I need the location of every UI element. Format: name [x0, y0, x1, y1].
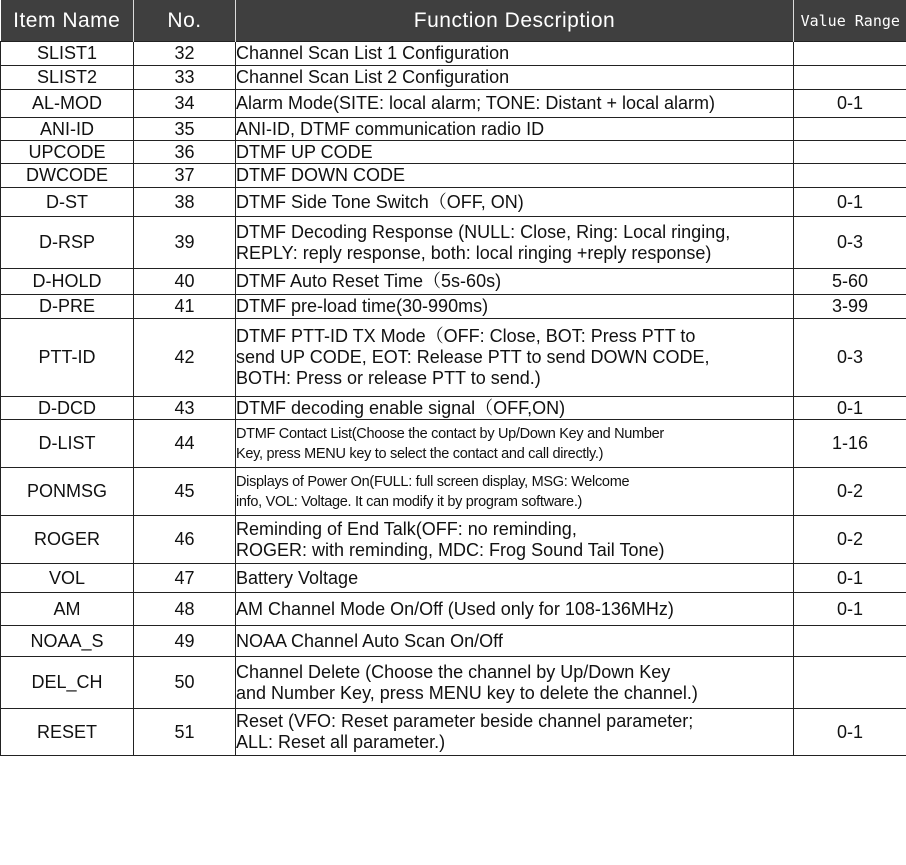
function-description-cell [236, 295, 794, 319]
table-row [1, 295, 906, 319]
value-range-cell [794, 118, 906, 141]
function-description-cell [236, 564, 794, 593]
description-line: DTMF pre-load time(30-990ms) [236, 296, 489, 316]
description-line: REPLY: reply response, both: local ringing +reply response) [236, 242, 712, 263]
value-range-cell [794, 164, 906, 188]
function-description-cell [236, 319, 794, 397]
function-description-cell [236, 516, 794, 564]
table-row [1, 42, 906, 66]
description-line: NOAA Channel Auto Scan On/Off [236, 630, 503, 651]
item-number-cell: 42 [134, 319, 236, 397]
table-row [1, 217, 906, 269]
item-number-cell: 35 [134, 118, 236, 141]
table-row [1, 516, 906, 564]
value-range-cell: 0-3 [794, 217, 906, 269]
header-function-description: Function Description [236, 0, 794, 42]
item-number-cell: 40 [134, 269, 236, 295]
table-row [1, 188, 906, 217]
description-line: info, VOL: Voltage. It can modify it by program software.) [236, 493, 583, 510]
item-name-cell: VOL [1, 564, 134, 593]
item-name-cell: D-DCD [1, 397, 134, 420]
value-range-cell: 5-60 [794, 269, 906, 295]
item-number-cell: 32 [134, 42, 236, 66]
description-line: Battery Voltage [236, 567, 359, 588]
item-number-cell: 51 [134, 709, 236, 756]
item-name-cell: D-HOLD [1, 269, 134, 295]
item-number-cell: 34 [134, 90, 236, 118]
description-line: DTMF decoding enable signal（OFF,ON) [236, 397, 566, 418]
table-row [1, 269, 906, 295]
table-body [1, 42, 906, 756]
header-value-range: Value Range [794, 0, 906, 42]
table-row [1, 626, 906, 657]
table-row [1, 164, 906, 188]
function-description-cell [236, 468, 794, 516]
description-line: AM Channel Mode On/Off (Used only for 108-136MHz) [236, 598, 674, 619]
description-line: Channel Scan List 1 Configuration [236, 43, 510, 63]
value-range-cell: 3-99 [794, 295, 906, 319]
item-name-cell: SLIST2 [1, 66, 134, 90]
description-line: DTMF PTT-ID TX Mode（OFF: Close, BOT: Press PTT to [236, 326, 696, 346]
description-line: DTMF UP CODE [236, 141, 373, 162]
item-name-cell: ANI-ID [1, 118, 134, 141]
item-name-cell: AM [1, 593, 134, 626]
table-row [1, 118, 906, 141]
table-row [1, 709, 906, 756]
description-line: ROGER: with reminding, MDC: Frog Sound Tail Tone) [236, 539, 665, 560]
table-row [1, 468, 906, 516]
function-description-cell [236, 420, 794, 468]
description-line: send UP CODE, EOT: Release PTT to send DOWN CODE, [236, 347, 710, 367]
value-range-cell: 1-16 [794, 420, 906, 468]
value-range-cell: 0-1 [794, 709, 906, 756]
value-range-cell [794, 626, 906, 657]
function-description-cell [236, 657, 794, 709]
table-row [1, 420, 906, 468]
value-range-cell: 0-1 [794, 188, 906, 217]
description-line: DTMF Contact List(Choose the contact by Up/Down Key and Number [236, 425, 664, 442]
table-row [1, 90, 906, 118]
function-description-cell [236, 397, 794, 420]
item-name-cell: NOAA_S [1, 626, 134, 657]
item-name-cell: RESET [1, 709, 134, 756]
table-row [1, 319, 906, 397]
item-number-cell: 36 [134, 141, 236, 164]
table-row [1, 657, 906, 709]
description-line: Channel Scan List 2 Configuration [236, 67, 510, 87]
description-line: DTMF DOWN CODE [236, 165, 405, 185]
description-line: Displays of Power On(FULL: full screen display, MSG: Welcome [236, 473, 630, 490]
description-line: BOTH: Press or release PTT to send.) [236, 368, 541, 388]
item-number-cell: 33 [134, 66, 236, 90]
header-item-name: Item Name [1, 0, 134, 42]
function-description-cell [236, 217, 794, 269]
item-number-cell: 44 [134, 420, 236, 468]
function-description-cell [236, 269, 794, 295]
item-number-cell: 50 [134, 657, 236, 709]
value-range-cell: 0-3 [794, 319, 906, 397]
item-name-cell: D-LIST [1, 420, 134, 468]
function-description-cell [236, 118, 794, 141]
table-row [1, 66, 906, 90]
value-range-cell: 0-1 [794, 397, 906, 420]
function-description-cell [236, 188, 794, 217]
function-description-cell [236, 90, 794, 118]
table-row [1, 593, 906, 626]
item-name-cell: DWCODE [1, 164, 134, 188]
function-description-cell [236, 709, 794, 756]
value-range-cell [794, 141, 906, 164]
description-line: Key, press MENU key to select the contact and call directly.) [236, 445, 604, 462]
function-description-cell [236, 593, 794, 626]
function-description-cell [236, 66, 794, 90]
item-name-cell: AL-MOD [1, 90, 134, 118]
item-number-cell: 38 [134, 188, 236, 217]
item-number-cell: 43 [134, 397, 236, 420]
description-line: Reminding of End Talk(OFF: no reminding, [236, 518, 577, 539]
item-name-cell: ROGER [1, 516, 134, 564]
description-line: DTMF Auto Reset Time（5s-60s) [236, 271, 502, 291]
value-range-cell [794, 657, 906, 709]
table-row [1, 564, 906, 593]
item-name-cell: DEL_CH [1, 657, 134, 709]
function-description-cell [236, 141, 794, 164]
item-name-cell: SLIST1 [1, 42, 134, 66]
item-name-cell: UPCODE [1, 141, 134, 164]
item-number-cell: 37 [134, 164, 236, 188]
description-line: Reset (VFO: Reset parameter beside channel parameter; [236, 711, 694, 731]
function-description-cell [236, 164, 794, 188]
header-row [1, 0, 906, 42]
item-number-cell: 45 [134, 468, 236, 516]
item-number-cell: 49 [134, 626, 236, 657]
table-row [1, 397, 906, 420]
item-name-cell: D-PRE [1, 295, 134, 319]
item-name-cell: PTT-ID [1, 319, 134, 397]
item-name-cell: D-ST [1, 188, 134, 217]
value-range-cell [794, 42, 906, 66]
item-number-cell: 47 [134, 564, 236, 593]
value-range-cell: 0-1 [794, 90, 906, 118]
description-line: ALL: Reset all parameter.) [236, 732, 446, 752]
value-range-cell: 0-2 [794, 516, 906, 564]
description-line: Channel Delete (Choose the channel by Up/Down Key [236, 661, 671, 682]
header-no: No. [134, 0, 236, 42]
item-number-cell: 39 [134, 217, 236, 269]
item-number-cell: 41 [134, 295, 236, 319]
function-description-cell [236, 42, 794, 66]
function-description-cell [236, 626, 794, 657]
item-number-cell: 46 [134, 516, 236, 564]
value-range-cell: 0-2 [794, 468, 906, 516]
value-range-cell: 0-1 [794, 564, 906, 593]
description-line: DTMF Side Tone Switch（OFF, ON) [236, 191, 524, 212]
description-line: DTMF Decoding Response (NULL: Close, Ring: Local ringing, [236, 221, 731, 242]
description-line: and Number Key, press MENU key to delete the channel.) [236, 682, 698, 703]
description-line: ANI-ID, DTMF communication radio ID [236, 118, 545, 139]
description-line: Alarm Mode(SITE: local alarm; TONE: Distant + local alarm) [236, 93, 715, 113]
table-row [1, 141, 906, 164]
item-number-cell: 48 [134, 593, 236, 626]
item-name-cell: D-RSP [1, 217, 134, 269]
item-name-cell: PONMSG [1, 468, 134, 516]
value-range-cell [794, 66, 906, 90]
value-range-cell: 0-1 [794, 593, 906, 626]
